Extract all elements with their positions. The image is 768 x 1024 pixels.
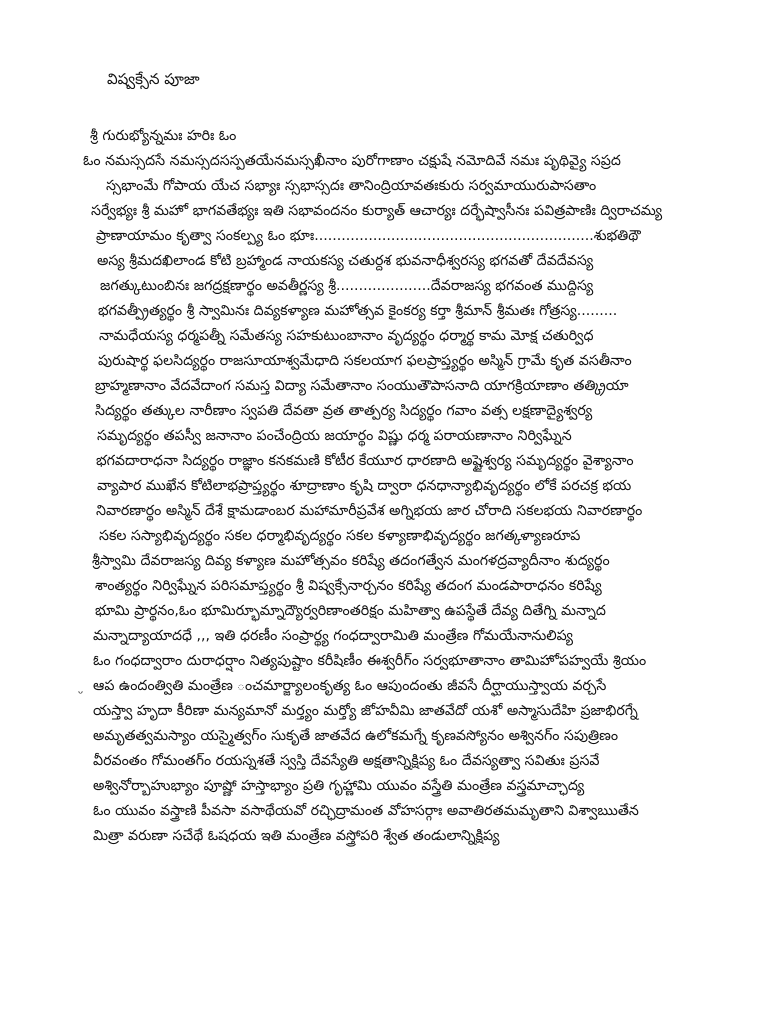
text-line: భూమి ప్రార్థనం,ఓం భూమిర్భూమ్నాద్యౌర్వరిణాంతరిక్షం మహిత్వా ఉపస్థేతే దేవ్య దితేగ్ని మన్నాద <box>95 603 606 619</box>
text-line: సకల సస్యాభివృద్యర్థం సకల ధర్మాభివృద్యర్థం సకల కళ్యాణాభివృద్యర్థం జగత్కళ్యాణరూప <box>99 528 581 544</box>
text-line: సమృద్యర్థం తపస్వీ జనానాం పంచేంద్రియ జయార్థం విష్ణు ధర్మ పరాయణానాం నిర్విఘ్నేన <box>97 428 572 444</box>
text-line: శాంత్యర్థం నిర్విఘ్నేన పరిసమాప్త్యర్థం శ్రీ విష్వక్సేనార్చనం కరిష్యే తదంగ మండపారాధనం కరిష్యే <box>95 578 602 594</box>
page-title: విష్వక్సేన పూజా <box>107 70 200 88</box>
text-line: భగవత్ప్రీత్యర్థం శ్రీ స్వామినః దివ్యకళ్యాణ మహోత్సవ కైంకర్య కర్తా శ్రీమాన్ శ్రీమతః గోత్రస్య......... <box>98 303 618 319</box>
text-line: నామధేయస్య ధర్మపత్నీ సమేతస్య సహకుటుంబానాం వృద్యర్థం ధర్మార్థ కామ మోక్ష చతుర్విధ <box>99 328 594 344</box>
text-line: పురుషార్థ ఫలసిద్యర్థం రాజసూయాశ్వమేధాది సకలయాగ ఫలప్రాప్త్యర్థం అస్మిన్ గ్రామే కృత వసతీనాం <box>98 353 632 369</box>
text-line: యస్త్వా హృదా కీరిణా మన్యమానో మర్త్యం మర్త్యో జోహవీమి జాతవేదో యశో అస్మాసుదేహి ప్రజాభిరగ్నే <box>93 703 638 719</box>
text-line: సిద్యర్థం తత్కుల నారీణాం స్వపతి దేవతా వ్రత తాత్పర్య సిద్యర్థం గవాం వత్స లక్షణాద్యైశ్వర్య <box>95 403 593 419</box>
text-line: ఆప ఉందంత్వితి మంత్రేణ ంచమార్జ్యాలంకృత్య ఓం ఆపుందంతు జీవసే దీర్ఘాయుస్త్వాయ వర్చసే <box>93 678 607 694</box>
text-line: ఓం గంధద్వారాం దురాధర్షాం నిత్యపుష్టాం కరీషిణీం ఈశ్వరీగ్ం సర్వభూతానాం తామిహోపహ్వయే శ్రియం <box>93 653 647 669</box>
margin-mark: ᵕ <box>78 687 84 702</box>
text-line: అస్య శ్రీమదఖిలాండ కోటి బ్రహ్మాండ నాయకస్య చతుర్దశ భువనాధీశ్వరస్య భగవతో దేవదేవస్య <box>97 253 594 269</box>
text-line: స్సభాంమే గోపాయ యేచ సభ్యాః స్సభాస్సదః తానింద్రియావతఃకురు సర్వమాయురుపాసతాం <box>106 178 597 194</box>
text-line: నివారణార్థం అస్మిన్ దేశే క్షామడాంబర మహామారీప్రవేశ అగ్నిభయ జార చోరాది సకలభయ నివారణార్థం <box>96 503 643 519</box>
text-line: మిత్రా వరుణా సచేథే ఓషధయ ఇతి మంత్రేణ వస్త్రోపరి శ్వేత తండులాన్నిక్షిప్య <box>93 828 500 844</box>
text-line: జగత్కుటుంబినః జగద్రక్షణార్థం అవతీర్ణస్య శ్రీ.....................దేవరాజస్య భగవంత ముద్దిస్య <box>100 278 594 294</box>
text-line: అశ్వినోర్బాహుభ్యాం పూష్ణో హస్తాభ్యాం ప్రతి గృహ్ణామి యువం వస్త్రేతి మంత్రేణ వస్త్రమాచ్ఛాద్య <box>93 778 585 794</box>
text-line: ఓం నమస్సదసే నమస్సదసస్పతయేనమస్సఖీనాం పురోగాణాం చక్షుషే నమోదివే నమః పృథివ్యై సప్రద <box>83 153 621 169</box>
text-line: మన్నాద్యాయాదధే ,,, ఇతి ధరణీం సంప్రార్థ్య గంధద్వారామితి మంత్రేణ గోమయేనానులిప్య <box>93 628 574 644</box>
text-line: అమృతత్వమస్యాం యస్మైత్వగ్ం సుకృతే జాతవేద ఉలోకమగ్నే కృణవస్యోనం అశ్వినగ్ం సపుత్రిణం <box>93 728 619 744</box>
text-line: శ్రీ గురుభ్యోన్నమః హరిః ఓం <box>90 128 237 144</box>
text-line: బ్రాహ్మణానాం వేదవేదాంగ సమస్త విద్యా సమేతానాం సంయుతౌపాసనాది యాగక్రియాణాం తత్క్రియా <box>95 378 629 394</box>
text-line: శ్రీస్వామి దేవరాజస్య దివ్య కళ్యాణ మహోత్సవం కరిష్యే తదంగత్వేన మంగళద్రవ్యాదీనాం శుద్యర్థం <box>92 553 610 569</box>
text-line: భగవదారాధనా సిద్యర్థం రాజ్ఞాం కనకమణి కోటీర కేయూర ధారణాది అష్టైశ్వర్య సమృద్యర్థం వైశ్యానాం <box>96 453 634 469</box>
text-line: సర్వేభ్యః శ్రీ మహో భాగవతేభ్యః ఇతి సభావందనం కుర్యాత్ ఆచార్యః దర్భేష్వాసీనః పవిత్రపాణిః ద్విరాచమ్య <box>91 203 663 219</box>
text-line: వ్యాపార ముఖేన కోటిలాభప్రాప్త్యర్థం శూద్రాణాం కృషి ద్వారా ధనధాన్యాభివృద్యర్థం లోకే పరచక్ర భయ <box>97 478 632 494</box>
text-line: ఓం యువం వస్త్రాణి పీవసా వసాథేయవో రచ్ఛిద్రామంత వోహసర్గాః అవాతిరతమమృతాని విశ్వాఋతేన <box>93 803 639 819</box>
text-line: ప్రాణాయామం కృత్వా సంకల్ప్య ఓం భూః..............................................................శుభతిథౌ <box>96 228 641 244</box>
text-line: వీరవంతం గోమంతగ్ం రయస్నశతే స్వస్తి దేవస్యేతి అక్షతాన్నిక్షిప్య ఓం దేవస్యత్వా సవితుః ప్రసవే <box>93 753 600 769</box>
